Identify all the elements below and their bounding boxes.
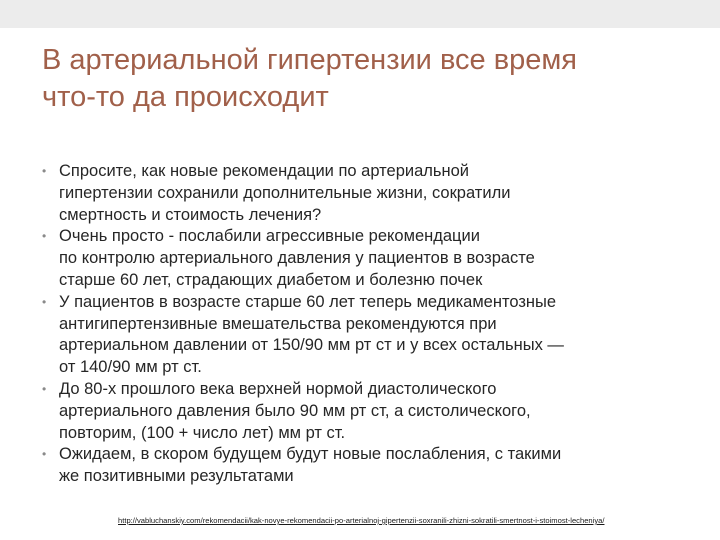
slide-title <box>42 42 692 116</box>
bullet-line: смертность и стоимость лечения? <box>59 205 322 224</box>
bullet-line: гипертензии сохранили дополнительные жизни, сократили <box>59 183 511 202</box>
bullet-icon: • <box>42 229 47 244</box>
bullet-line: от 140/90 мм рт ст. <box>59 358 202 377</box>
bullet-line: У пациентов в возрасте старше 60 лет теперь медикаментозные <box>59 292 557 311</box>
title-line-2: что-то да происходит <box>42 81 329 113</box>
bullet-list <box>42 161 694 488</box>
bullet-icon: • <box>42 447 47 462</box>
bullet-line: антигипертензивные вмешательства рекомендуются при <box>59 314 497 333</box>
bullet-line: Спросите, как новые рекомендации по артериальной <box>59 162 469 180</box>
bullet-line: повторим, (100 + число лет) мм рт ст. <box>59 423 346 442</box>
bullet-item <box>42 379 694 444</box>
bullet-item <box>42 161 694 226</box>
bullet-line: До 80-х прошлого века верхней нормой диастолического <box>59 379 497 398</box>
source-link[interactable]: http://vabluchanskiy.com/rekomendacii/kak-novye-rekomendacii-po-arterialnoj-gipertenzii-soxranili-zhizni-sokratili-smertnost-i-stoimost-lecheniya/ <box>118 516 605 525</box>
bullet-line: старше 60 лет, страдающих диабетом и болезню почек <box>59 270 483 289</box>
bullet-line: же позитивными результатами <box>59 467 294 486</box>
bullet-line: Очень просто - послабили агрессивные рекомендации <box>59 227 480 246</box>
slide-top-band <box>0 0 720 28</box>
bullet-line: артериального давления было 90 мм рт ст, а систолического, <box>59 401 531 420</box>
title-line-1: В артериальной гипертензии все время <box>42 44 578 76</box>
bullet-icon: • <box>42 294 47 309</box>
bullet-icon: • <box>42 164 47 178</box>
bullet-line: Ожидаем, в скором будущем будут новые послабления, с такими <box>59 445 562 464</box>
bullet-icon: • <box>42 381 47 396</box>
bullet-item <box>42 226 694 291</box>
bullet-item <box>42 292 694 379</box>
bullet-line: артериальном давлении от 150/90 мм рт ст и у всех остальных — <box>59 336 564 355</box>
bullet-item <box>42 444 694 488</box>
bullet-line: по контролю артериального давления у пациентов в возрасте <box>59 249 535 268</box>
